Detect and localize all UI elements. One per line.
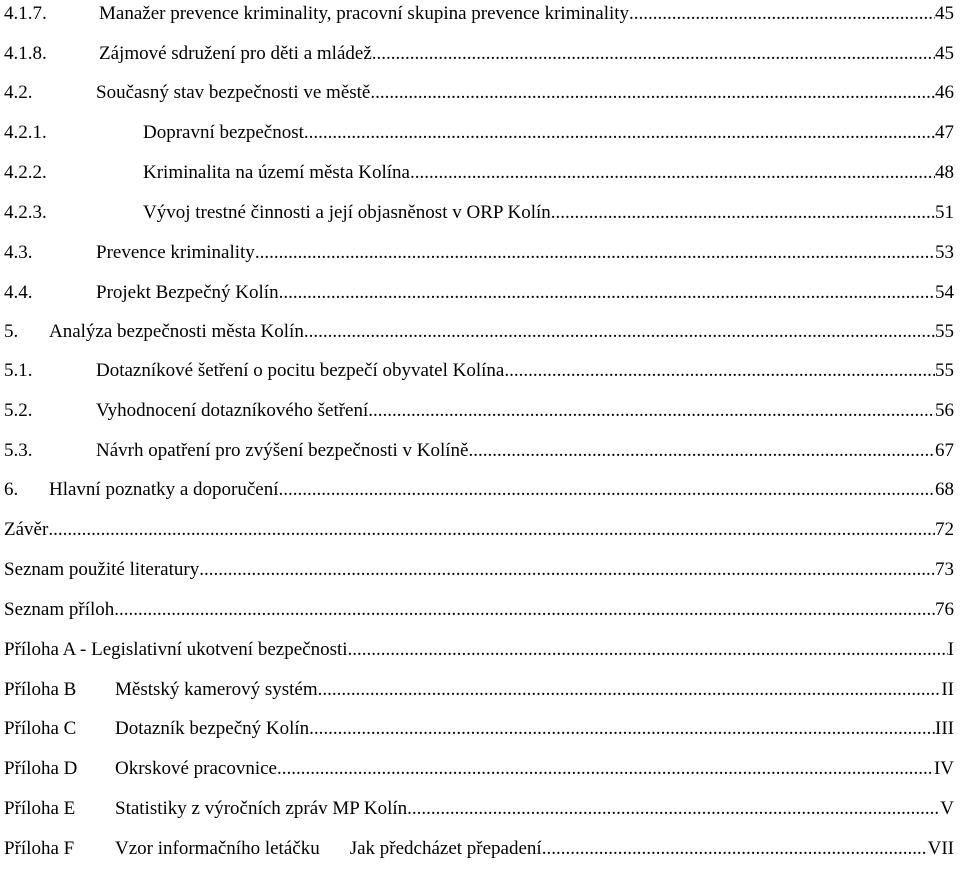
toc-entry-page: 73	[935, 559, 954, 580]
toc-entry-page: 76	[935, 599, 954, 620]
toc-entry-title: Dotazník bezpečný Kolín	[115, 718, 310, 739]
toc-entry-title: Dopravní bezpečnost	[143, 122, 304, 143]
toc-entry-page: 47	[935, 122, 954, 143]
toc-entry-number: 6.	[4, 479, 19, 500]
toc-entry-number: 5.	[4, 321, 19, 342]
dot-leader	[410, 160, 935, 186]
toc-entry-title: Zájmové sdružení pro děti a mládež	[99, 43, 372, 64]
toc-entry-page: 55	[935, 360, 954, 381]
toc-entry-title: Seznam použité literatury	[4, 559, 200, 580]
toc-entry-number: Příloha D	[4, 758, 78, 779]
toc-entry-title: Projekt Bezpečný Kolín	[96, 282, 279, 303]
dot-leader	[114, 597, 935, 623]
toc-entry-number: 4.4.	[4, 282, 33, 303]
dot-leader	[277, 756, 934, 782]
toc-entry-title: Příloha A - Legislativní ukotvení bezpečnosti	[4, 639, 348, 660]
toc-entry-page: V	[940, 798, 954, 819]
toc-entry-page: 46	[935, 82, 954, 103]
toc-entry[interactable]	[4, 836, 954, 862]
toc-entry-title: Analýza bezpečnosti města Kolín	[49, 321, 304, 342]
dot-leader	[255, 240, 935, 266]
toc-entry-number: 4.2.3.	[4, 202, 47, 223]
toc-entry-number: 5.2.	[4, 400, 33, 421]
toc-entry-title: Kriminalita na území města Kolína	[143, 162, 410, 183]
toc-entry-title: Závěr	[4, 519, 49, 540]
toc-entry-page: I	[947, 639, 954, 660]
toc-entry-title: Dotazníkové šetření o pocitu bezpečí obyvatel Kolína	[96, 360, 505, 381]
dot-leader	[370, 80, 935, 106]
toc-entry-title: Hlavní poznatky a doporučení	[49, 479, 279, 500]
dot-leader	[279, 477, 935, 503]
toc-entry[interactable]	[4, 120, 954, 146]
dot-leader	[318, 677, 942, 703]
toc-entry-page: VII	[927, 838, 954, 859]
toc-entry-page: II	[941, 679, 954, 700]
toc-entry-title: Městský kamerový systém	[115, 679, 318, 700]
toc-entry-number: 4.2.2.	[4, 162, 47, 183]
dot-leader	[368, 398, 935, 424]
toc-entry-number: Příloha B	[4, 679, 77, 700]
toc-entry-title: Statistiky z výročních zpráv MP Kolín	[115, 798, 408, 819]
toc-entry[interactable]	[4, 280, 954, 306]
toc-entry[interactable]	[4, 477, 954, 503]
toc-entry-title: Současný stav bezpečnosti ve městě	[96, 82, 371, 103]
dot-leader	[407, 796, 940, 822]
toc-entry-number: Příloha E	[4, 798, 76, 819]
toc-entry[interactable]	[4, 358, 954, 384]
dot-leader	[348, 637, 948, 663]
toc-entry[interactable]	[4, 1, 954, 27]
toc-entry-number: 5.3.	[4, 440, 33, 461]
toc-entry-title: Prevence kriminality	[96, 242, 255, 263]
toc-entry-page: 54	[935, 282, 954, 303]
toc-entry-page: 45	[935, 3, 954, 24]
dot-leader	[542, 836, 928, 862]
toc-entry-page: III	[935, 718, 954, 739]
dot-leader	[304, 319, 935, 345]
toc-entry[interactable]	[4, 677, 954, 703]
toc-entry-number: 4.1.7.	[4, 3, 47, 24]
toc-entry[interactable]	[4, 557, 954, 583]
toc-entry[interactable]	[4, 517, 954, 543]
toc-entry-page: 51	[935, 202, 954, 223]
toc-entry[interactable]	[4, 597, 954, 623]
toc-entry-page: 67	[935, 440, 954, 461]
toc-entry[interactable]	[4, 319, 954, 345]
toc-entry[interactable]	[4, 716, 954, 742]
dot-leader	[629, 1, 935, 27]
dot-leader	[199, 557, 935, 583]
toc-entry[interactable]	[4, 160, 954, 186]
toc-entry-number: Příloha C	[4, 718, 77, 739]
toc-entry-page: 53	[935, 242, 954, 263]
toc-entry-title: Okrskové pracovnice	[115, 758, 277, 779]
dot-leader	[504, 358, 935, 384]
toc-entry-page: 48	[935, 162, 954, 183]
toc-entry-title: Návrh opatření pro zvýšení bezpečnosti v Kolíně	[96, 440, 469, 461]
toc-entry-title: Vzor informačního letáčku	[115, 838, 320, 859]
toc-entry[interactable]	[4, 41, 954, 67]
dot-leader	[551, 200, 935, 226]
toc-entry[interactable]	[4, 756, 954, 782]
dot-leader	[309, 716, 935, 742]
toc-entry[interactable]	[4, 796, 954, 822]
toc-entry-subtitle: Jak předcházet přepadení	[349, 838, 542, 859]
toc-entry-number: 4.1.8.	[4, 43, 47, 64]
toc-entry-page: 72	[935, 519, 954, 540]
toc-entry-number: Příloha F	[4, 838, 75, 859]
toc-entry-title: Vývoj trestné činnosti a její objasněnost v ORP Kolín	[143, 202, 551, 223]
toc-entry[interactable]	[4, 200, 954, 226]
toc-entry[interactable]	[4, 240, 954, 266]
toc-entry-title: Manažer prevence kriminality, pracovní skupina prevence kriminality	[99, 3, 630, 24]
dot-leader	[279, 280, 935, 306]
toc-entry-number: 4.2.	[4, 82, 33, 103]
toc-entry-page: 45	[935, 43, 954, 64]
toc-entry-number: 4.2.1.	[4, 122, 47, 143]
toc-entry-page: 56	[935, 400, 954, 421]
toc-entry[interactable]	[4, 80, 954, 106]
toc-entry-title: Seznam příloh	[4, 599, 115, 620]
toc-entry-page: 68	[935, 479, 954, 500]
toc-entry[interactable]	[4, 398, 954, 424]
toc-entry-page: IV	[933, 758, 954, 779]
dot-leader	[372, 41, 935, 67]
dot-leader	[48, 517, 935, 543]
toc-entry-number: 4.3.	[4, 242, 33, 263]
toc-entry-number: 5.1.	[4, 360, 33, 381]
toc-entry-page: 55	[935, 321, 954, 342]
toc-entry[interactable]	[4, 438, 954, 464]
toc-entry-title: Vyhodnocení dotazníkového šetření	[96, 400, 369, 421]
dot-leader	[304, 120, 935, 146]
toc-entry[interactable]	[4, 637, 954, 663]
dot-leader	[469, 438, 936, 464]
